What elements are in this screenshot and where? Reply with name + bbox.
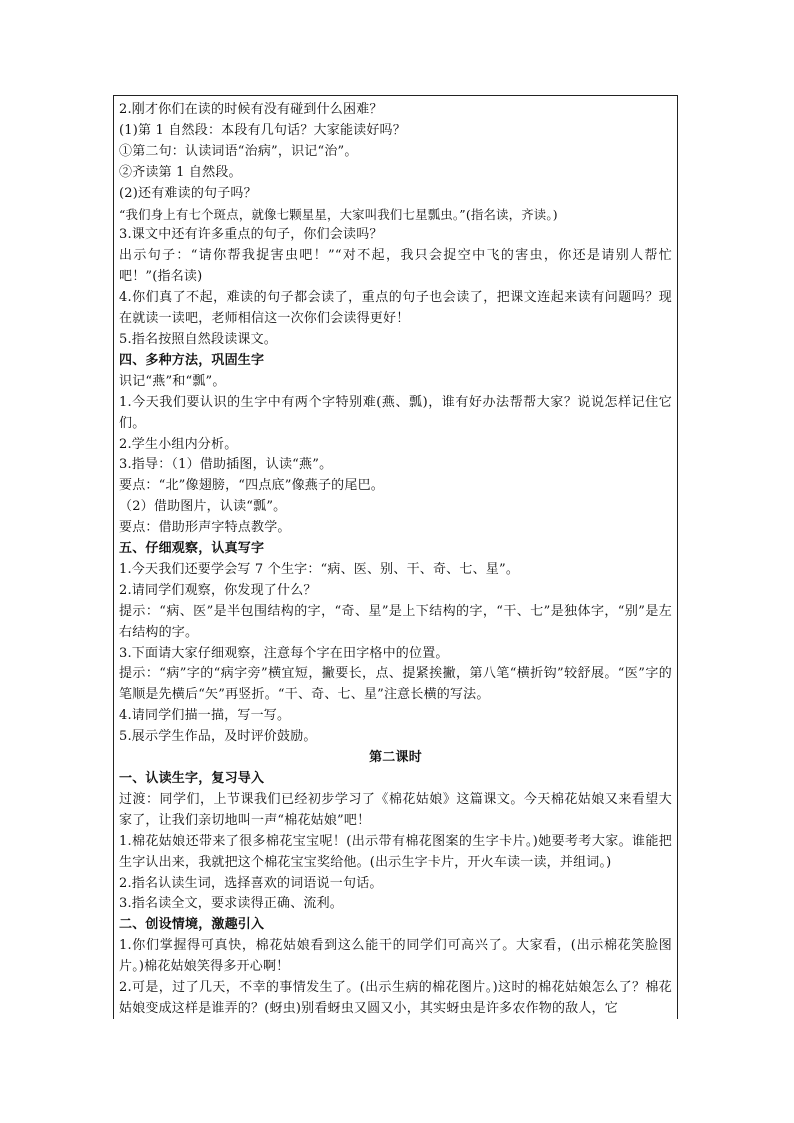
text-paragraph: ②齐读第 1 自然段。 [119,164,242,180]
section-heading: 四、多种方法，巩固生字 [119,352,265,368]
text-paragraph: 提示：“病”字的“病字旁”横宜短，撇要长，点、提紧挨撇，第八笔“横折钩”较舒展。“医”字的笔顺是先横后“矢”再竖折。“干、奇、七、星”注意长横的写法。 [119,666,672,703]
text-paragraph: (1)第 1 自然段：本段有几句话？大家能读好吗？ [119,122,406,138]
text-paragraph: 1.你们掌握得可真快，棉花姑娘看到这么能干的同学们可高兴了。大家看，(出示棉花笑脸图片。)棉花姑娘笑得多开心啊！ [119,938,672,975]
text-paragraph: 1.今天我们要认识的生字中有两个字特别难(燕、瓢)，谁有好办法帮帮大家？说说怎样记住它们。 [119,394,672,431]
text-paragraph: 3.指导：（1）借助插图，认读“燕”。 [119,457,333,473]
text-paragraph: (2)还有难读的句子吗？ [119,185,257,201]
text-paragraph: 1.今天我们还要学会写 7 个生字：“病、医、别、干、奇、七、星”。 [119,561,520,577]
text-paragraph: 1.棉花姑娘还带来了很多棉花宝宝呢！(出示带有棉花图案的生字卡片。)她要考考大家。谁能把生字认出来，我就把这个棉花宝宝奖给他。(出示生字卡片，开火车读一读，并组词。) [119,833,672,870]
text-paragraph: 识记“燕”和“瓢”。 [119,373,226,389]
text-paragraph: 3.下面请大家仔细观察，注意每个字在田字格中的位置。 [119,645,449,661]
text-paragraph: 4.你们真了不起，难读的句子都会读了，重点的句子也会读了，把课文连起来读有问题吗？现在就读一读吧，老师相信这一次你们会读得更好！ [119,290,672,327]
text-paragraph: 过渡：同学们，上节课我们已经初步学习了《棉花姑娘》这篇课文。今天棉花姑娘又来看望大家了，让我们亲切地叫一声“棉花姑娘”吧！ [119,791,672,828]
text-paragraph: ①第二句：认读词语“治病”，识记“治”。 [119,143,358,159]
text-paragraph: （2）借助图片，认读“瓢”。 [119,499,287,515]
text-paragraph: 提示：“病、医”是半包围结构的字，“奇、星”是上下结构的字，“干、七”是独体字，“别”是左右结构的字。 [119,603,672,640]
text-paragraph: 2.刚才你们在读的时候有没有碰到什么困难？ [119,102,383,117]
text-paragraph: 要点：“北”像翅膀，“四点底”像燕子的尾巴。 [119,478,384,494]
text-paragraph: 5.指名按照自然段读课文。 [119,331,278,347]
lesson-plan-table-cell [113,95,678,1019]
section-heading: 一、认读生字，复习导入 [119,771,265,786]
text-paragraph: 出示句子：“请你帮我捉害虫吧！”“对不起，我只会捉空中飞的害虫，你还是请别人帮忙吧！”(指名读) [119,248,672,285]
text-paragraph: “我们身上有七个斑点，就像七颗星星，大家叫我们七星瓢虫。”(指名读，齐读。) [119,206,558,222]
section-heading: 二、创设情境，激趣引入 [119,917,265,933]
text-paragraph: 2.可是，过了几天，不幸的事情发生了。(出示生病的棉花图片。)这时的棉花姑娘怎么了？棉花姑娘变成这样是谁弄的？(蚜虫)别看蚜虫又圆又小，其实蚜虫是许多农作物的敌人，它 [119,980,672,1016]
text-paragraph: 2.请同学们观察，你发现了什么？ [119,582,317,598]
text-paragraph: 4.请同学们描一描，写一写。 [119,708,291,724]
text-paragraph: 要点：借助形声字特点教学。 [119,520,291,536]
text-paragraph: 2.指名认读生词，选择喜欢的词语说一句话。 [119,875,383,891]
text-paragraph: 5.展示学生作品，及时评价鼓励。 [119,729,317,745]
text-paragraph: 3.指名读全文，要求读得正确、流利。 [119,896,344,912]
section-heading: 第二课时 [369,750,422,766]
text-paragraph: 3.课文中还有许多重点的句子，你们会读吗？ [119,227,383,243]
text-paragraph: 2.学生小组内分析。 [119,436,238,452]
section-heading: 五、仔细观察，认真写字 [119,541,265,557]
